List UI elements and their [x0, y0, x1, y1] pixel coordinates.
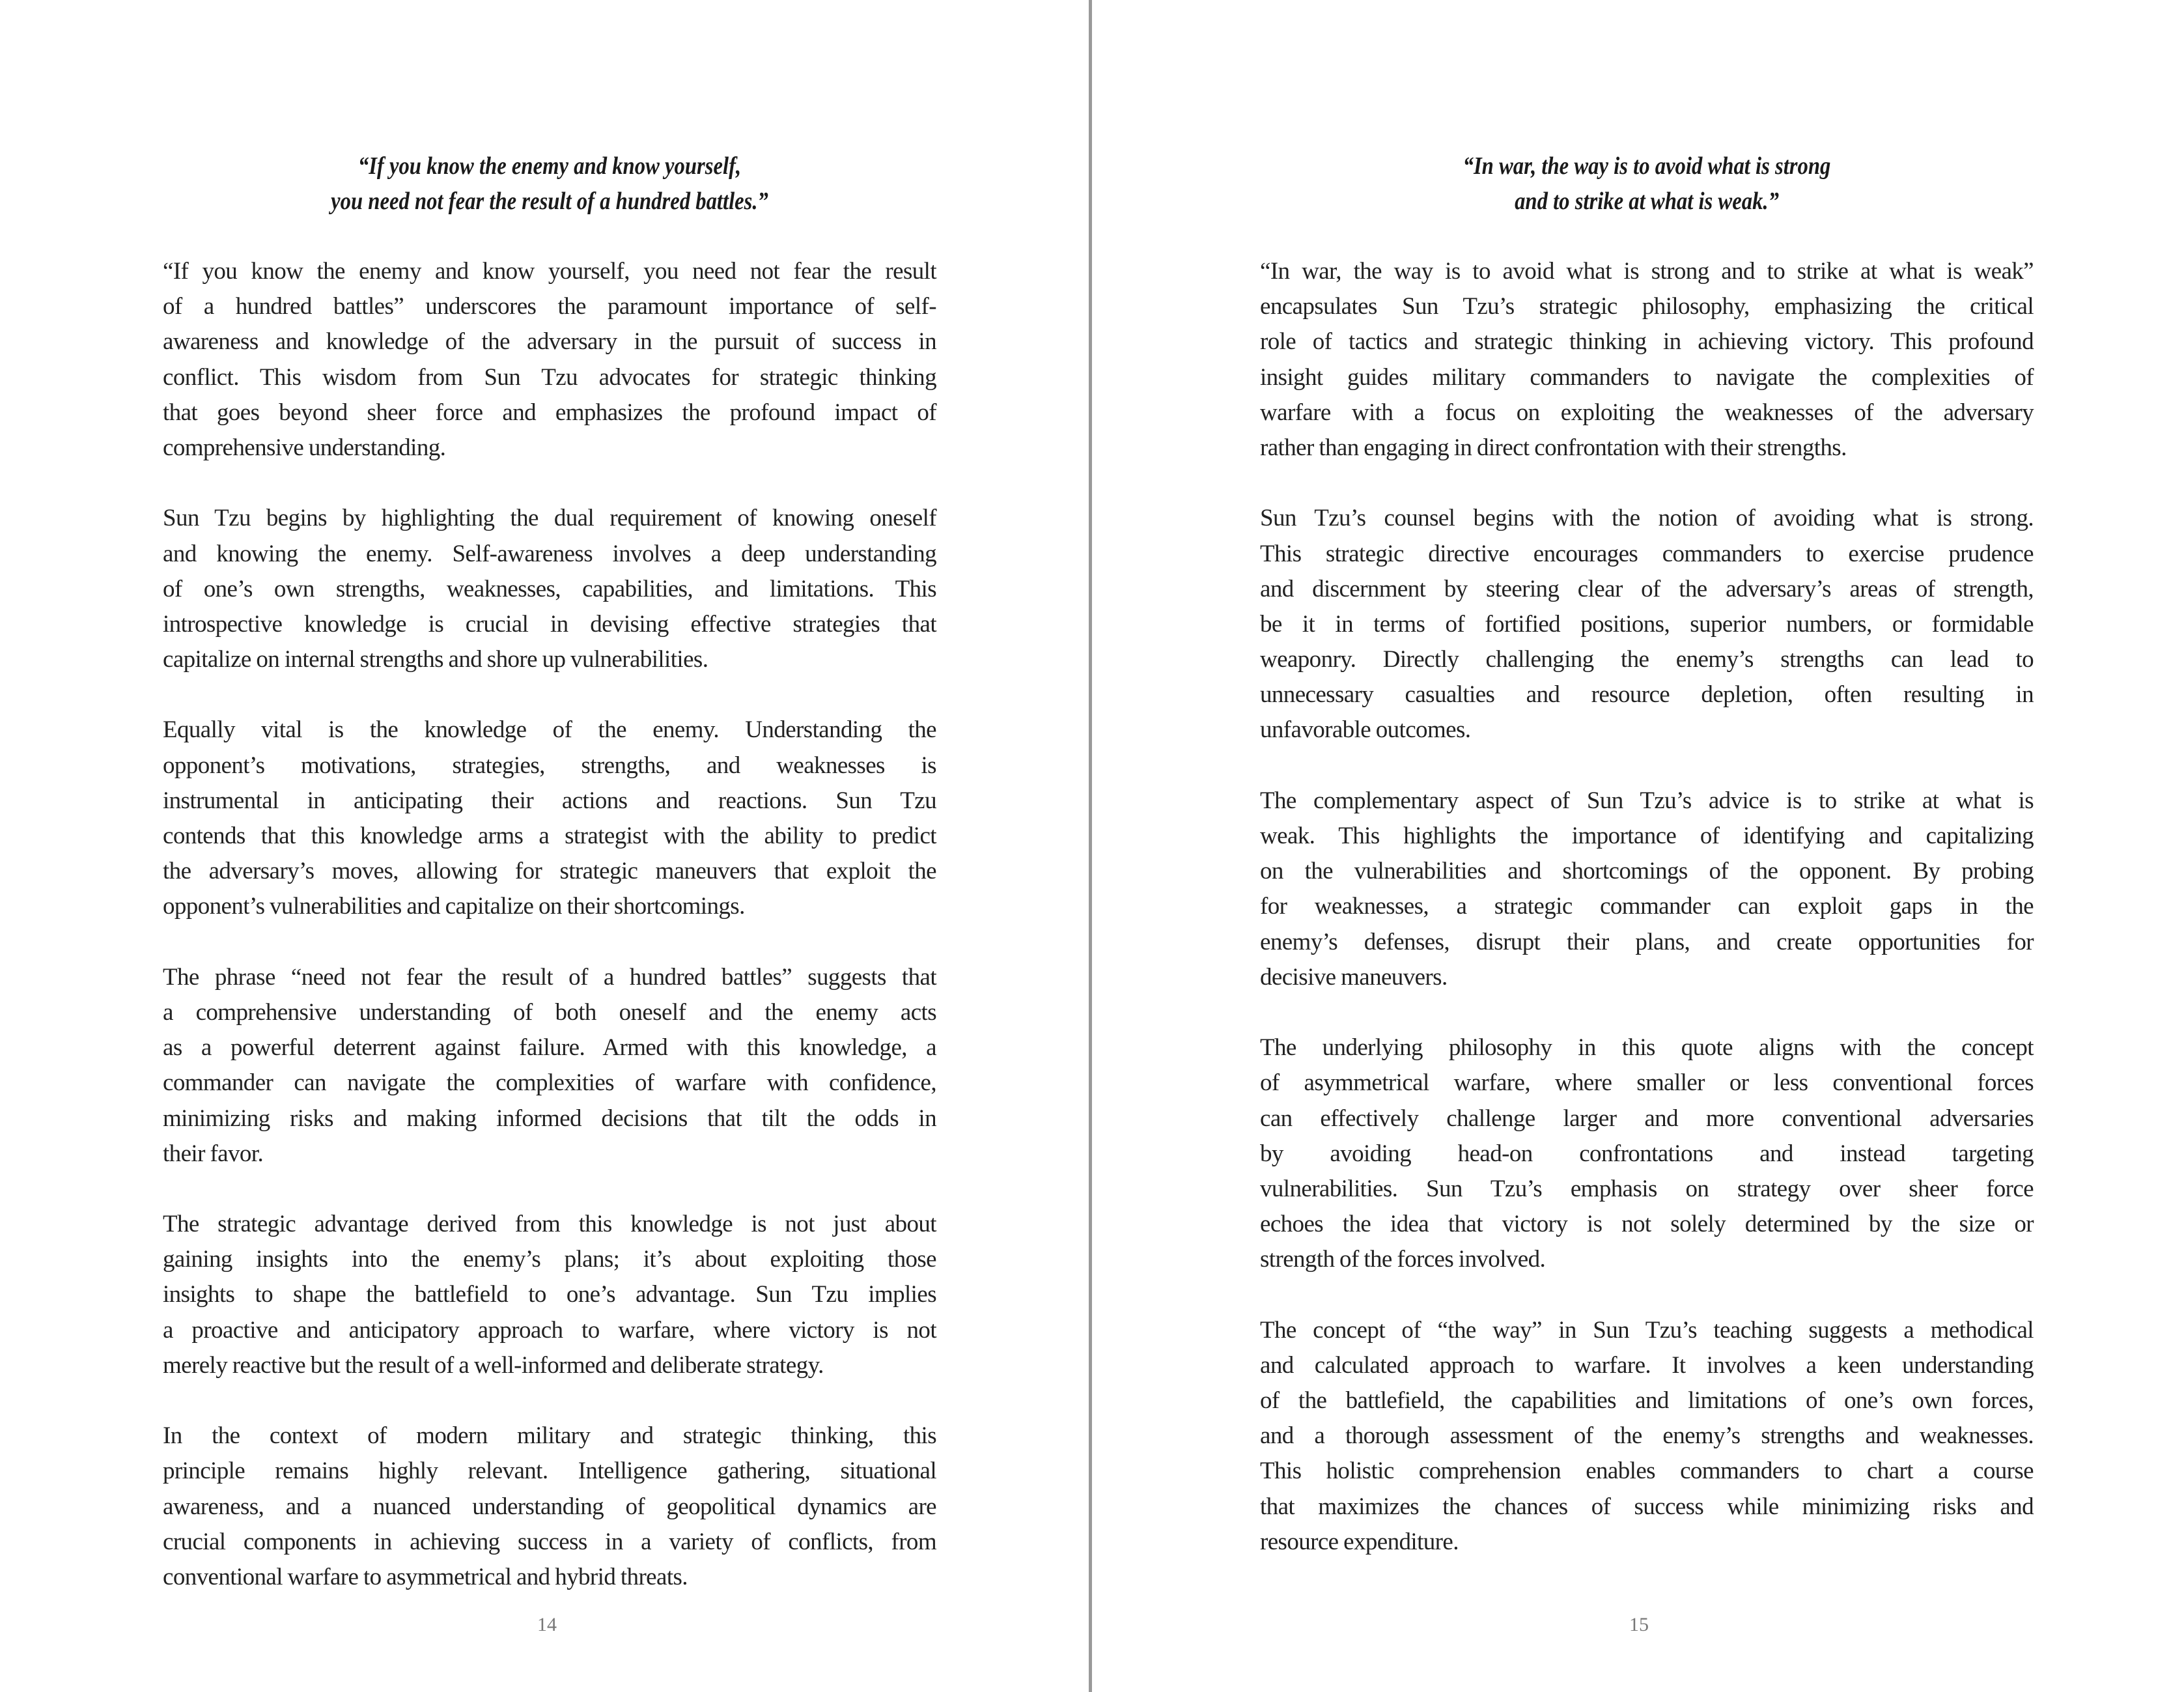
text-line: unnecessary casualties and resource depletion, often resulting in — [1260, 681, 2034, 709]
text-line: In the context of modern military and strategic thinking, this — [163, 1422, 936, 1450]
paragraph — [163, 1418, 936, 1595]
text-line: weak. This highlights the importance of identifying and capitalizing — [1260, 823, 2034, 849]
text-line: insight guides military commanders to navigate the complexities of — [1260, 363, 2034, 391]
text-line: and calculated approach to warfare. It involves a keen understanding — [1260, 1351, 2034, 1379]
text-line: awareness, and a nuanced understanding of geopolitical dynamics are — [163, 1493, 936, 1520]
text-line: principle remains highly relevant. Intelligence gathering, situational — [163, 1458, 936, 1485]
paragraph — [1260, 501, 2034, 748]
page-gutter-divider — [1089, 0, 1092, 1692]
paragraph — [163, 254, 936, 466]
text-line: The strategic advantage derived from this knowledge is not just about — [163, 1211, 936, 1238]
paragraph — [1260, 1030, 2034, 1277]
text-line: minimizing risks and making informed decisions that tilt the odds in — [163, 1105, 936, 1132]
text-line: and a thorough assessment of the enemy’s strengths and weaknesses. — [1260, 1422, 2034, 1450]
text-line: capitalize on internal strengths and shore up vulnerabilities. — [163, 646, 708, 673]
text-line: echoes the idea that victory is not solely determined by the size or — [1260, 1211, 2034, 1238]
text-line: that maximizes the chances of success while minimizing risks and — [1260, 1493, 2034, 1520]
text-line: The concept of “the way” in Sun Tzu’s teaching suggests a methodical — [1260, 1316, 2034, 1344]
chapter-quote-heading — [1314, 148, 1980, 219]
paragraph — [163, 960, 936, 1172]
text-line: and discernment by steering clear of the adversary’s areas of strength, — [1260, 575, 2034, 602]
text-line: Sun Tzu’s counsel begins with the notion of avoiding what is strong. — [1260, 505, 2034, 532]
body-text — [1260, 254, 2034, 1595]
paragraph — [163, 501, 936, 677]
text-line: the adversary’s moves, allowing for strategic maneuvers that exploit the — [163, 858, 936, 885]
paragraph — [163, 712, 936, 924]
text-line: introspective knowledge is crucial in devising effective strategies that — [163, 610, 936, 638]
page-14 — [163, 0, 936, 1692]
quote-line: “In war, the way is to avoid what is strong — [1463, 152, 1831, 180]
text-line: can effectively challenge larger and more conventional adversaries — [1260, 1105, 2034, 1132]
text-line: of a hundred battles” underscores the paramount importance of self- — [163, 293, 936, 320]
text-line: of asymmetrical warfare, where smaller or less conventional forces — [1260, 1069, 2034, 1097]
text-line: Sun Tzu begins by highlighting the dual requirement of knowing oneself — [163, 505, 936, 532]
text-line: as a powerful deterrent against failure. Armed with this knowledge, a — [163, 1034, 936, 1062]
text-line: Equally vital is the knowledge of the enemy. Understanding the — [163, 716, 936, 744]
paragraph — [1260, 1313, 2034, 1560]
text-line: by avoiding head-on confrontations and instead targeting — [1260, 1140, 2034, 1167]
chapter-quote-heading — [217, 148, 882, 219]
text-line: vulnerabilities. Sun Tzu’s emphasis on strategy over sheer force — [1260, 1175, 2034, 1202]
text-line: on the vulnerabilities and shortcomings of the opponent. By probing — [1260, 858, 2034, 885]
paragraph — [1260, 783, 2034, 995]
text-line: conflict. This wisdom from Sun Tzu advocates for strategic thinking — [163, 363, 936, 391]
page-number: 15 — [1629, 1614, 1649, 1635]
text-line: comprehensive understanding. — [163, 434, 446, 461]
text-line: of the battlefield, the capabilities and limitations of one’s own forces, — [1260, 1387, 2034, 1414]
text-line: and knowing the enemy. Self-awareness involves a deep understanding — [163, 540, 936, 567]
text-line: instrumental in anticipating their actions and reactions. Sun Tzu — [163, 787, 936, 814]
body-text — [163, 254, 936, 1630]
quote-line: “If you know the enemy and know yourself, — [357, 152, 742, 180]
text-line: strength of the forces involved. — [1260, 1246, 1546, 1273]
text-line: opponent’s vulnerabilities and capitalize on their shortcomings. — [163, 893, 745, 920]
text-line: insights to shape the battlefield to one’s advantage. Sun Tzu implies — [163, 1281, 936, 1308]
text-line: enemy’s defenses, disrupt their plans, and create opportunities for — [1260, 928, 2034, 955]
text-line: their favor. — [163, 1140, 264, 1167]
text-line: “In war, the way is to avoid what is strong and to strike at what is weak” — [1260, 258, 2034, 285]
text-line: be it in terms of fortified positions, superior numbers, or formidable — [1260, 610, 2034, 638]
text-line: that goes beyond sheer force and emphasizes the profound impact of — [163, 399, 936, 426]
text-line: commander can navigate the complexities of warfare with confidence, — [163, 1069, 936, 1097]
text-line: contends that this knowledge arms a strategist with the ability to predict — [163, 823, 936, 849]
text-line: of one’s own strengths, weaknesses, capabilities, and limitations. This — [163, 575, 936, 602]
text-line: This holistic comprehension enables commanders to chart a course — [1260, 1458, 2034, 1485]
text-line: conventional warfare to asymmetrical and hybrid threats. — [163, 1563, 688, 1590]
quote-line: and to strike at what is weak.” — [1515, 188, 1779, 215]
text-line: The underlying philosophy in this quote aligns with the concept — [1260, 1034, 2034, 1062]
text-line: crucial components in achieving success in a variety of conflicts, from — [163, 1528, 936, 1555]
text-line: resource expenditure. — [1260, 1528, 1459, 1555]
text-line: warfare with a focus on exploiting the weaknesses of the adversary — [1260, 399, 2034, 426]
text-line: a proactive and anticipatory approach to warfare, where victory is not — [163, 1316, 936, 1344]
text-line: opponent’s motivations, strategies, strengths, and weaknesses is — [163, 752, 936, 779]
text-line: gaining insights into the enemy’s plans; it’s about exploiting those — [163, 1246, 936, 1273]
text-line: awareness and knowledge of the adversary in the pursuit of success in — [163, 328, 936, 356]
paragraph — [1260, 254, 2034, 466]
page-15 — [1260, 0, 2034, 1692]
text-line: unfavorable outcomes. — [1260, 716, 1471, 744]
text-line: decisive maneuvers. — [1260, 963, 1448, 991]
text-line: weaponry. Directly challenging the enemy’s strengths can lead to — [1260, 646, 2034, 673]
text-line: role of tactics and strategic thinking in achieving victory. This profound — [1260, 328, 2034, 356]
paragraph — [163, 1207, 936, 1383]
text-line: rather than engaging in direct confrontation with their strengths. — [1260, 434, 1847, 461]
text-line: “If you know the enemy and know yourself, you need not fear the result — [163, 258, 936, 285]
text-line: for weaknesses, a strategic commander can exploit gaps in the — [1260, 893, 2034, 920]
page-number: 14 — [537, 1614, 557, 1635]
text-line: merely reactive but the result of a well-informed and deliberate strategy. — [163, 1351, 824, 1379]
text-line: This strategic directive encourages commanders to exercise prudence — [1260, 540, 2034, 567]
text-line: encapsulates Sun Tzu’s strategic philosophy, emphasizing the critical — [1260, 293, 2034, 320]
quote-line: you need not fear the result of a hundred battles.” — [331, 188, 768, 215]
text-line: a comprehensive understanding of both oneself and the enemy acts — [163, 998, 936, 1026]
text-line: The complementary aspect of Sun Tzu’s advice is to strike at what is — [1260, 787, 2034, 814]
text-line: The phrase “need not fear the result of a hundred battles” suggests that — [163, 963, 936, 991]
